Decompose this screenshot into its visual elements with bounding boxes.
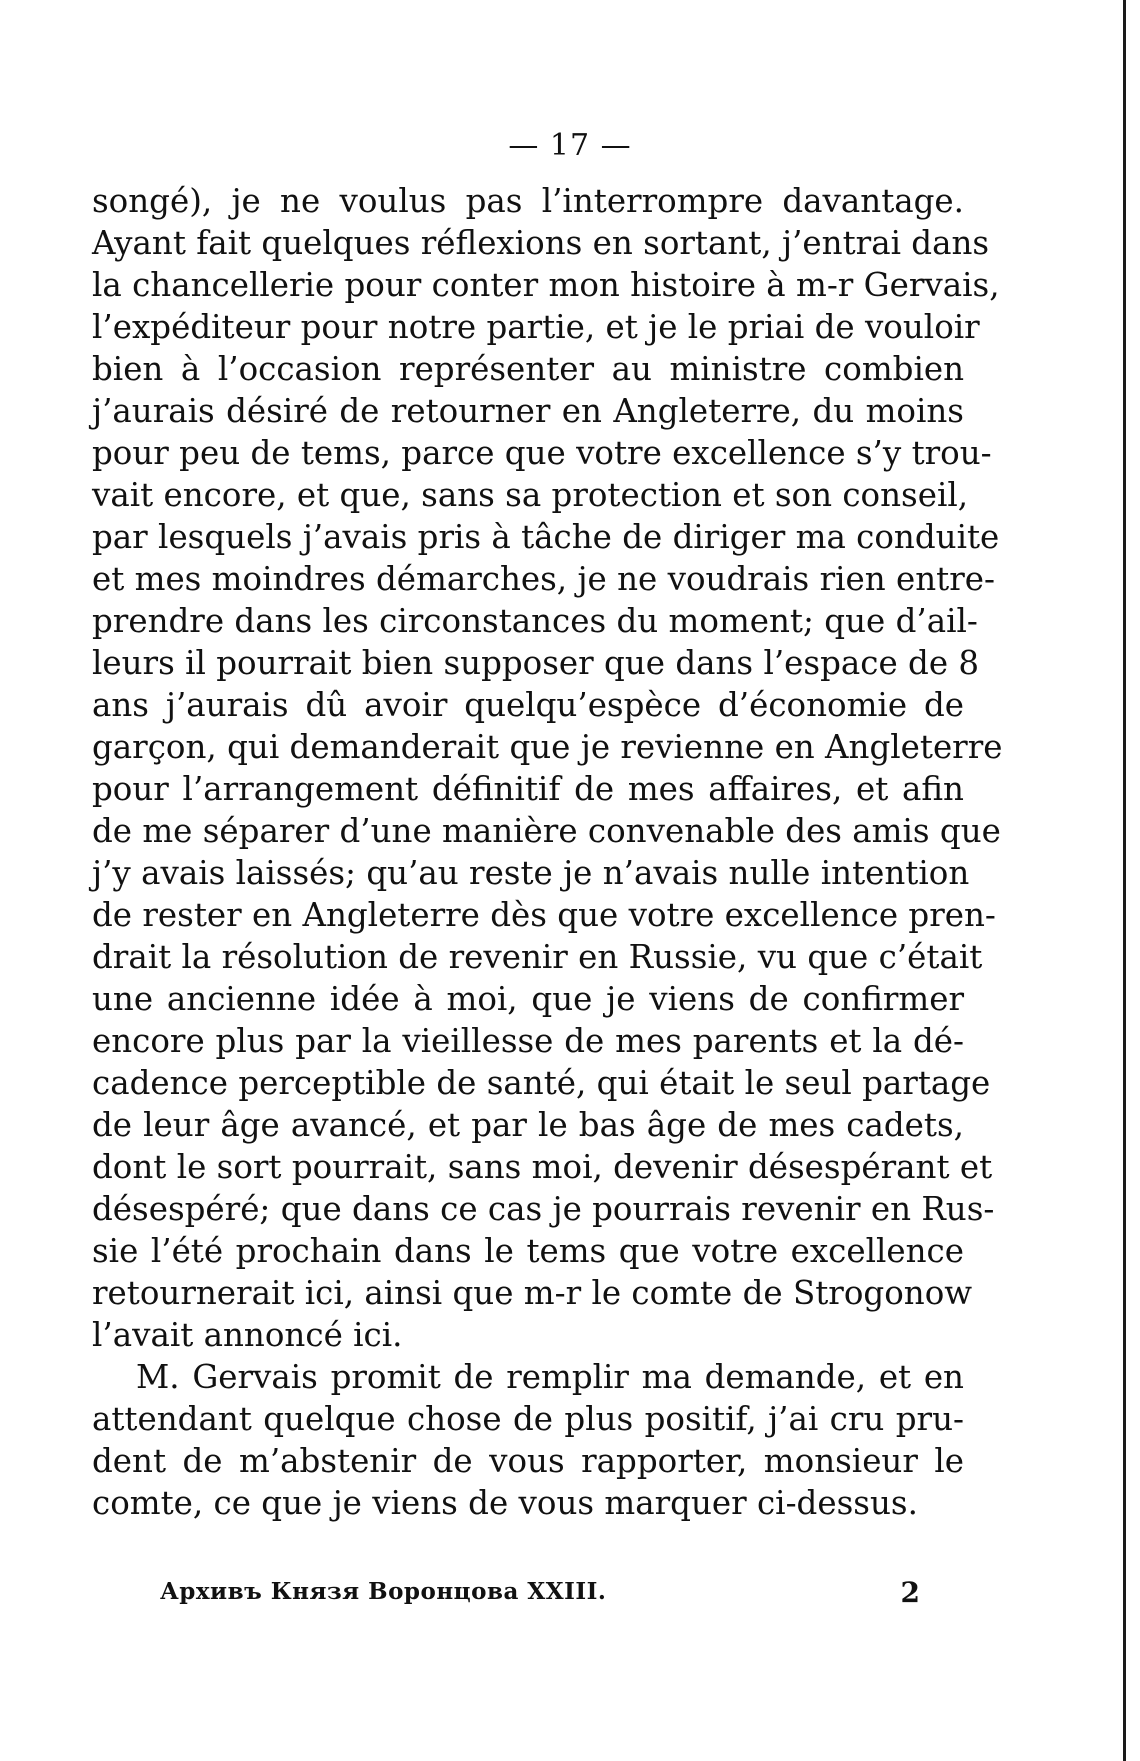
body-text xyxy=(92,180,1003,1524)
text-line: dent de m’abstenir de vous rapporter, monsieur le xyxy=(92,1442,964,1480)
text-line: pour l’arrangement définitif de mes affaires, et afin xyxy=(92,770,964,808)
text-line: songé), je ne voulus pas l’interrompre davantage. xyxy=(92,182,964,220)
text-line: sie l’été prochain dans le tems que votre excellence xyxy=(92,1232,964,1270)
text-line: la chancellerie pour conter mon histoire à m-r Gervais, xyxy=(92,266,1000,304)
text-line: de leur âge avancé, et par le bas âge de mes cadets, xyxy=(92,1106,964,1144)
text-line: Ayant fait quelques réflexions en sortant, j’entrai dans xyxy=(92,224,990,262)
text-line: leurs il pourrait bien supposer que dans l’espace de 8 xyxy=(92,644,980,682)
text-line: de rester en Angleterre dès que votre excellence pren- xyxy=(92,896,996,934)
text-line: de me séparer d’une manière convenable des amis que xyxy=(92,812,1001,850)
text-line: drait la résolution de revenir en Russie, vu que c’était xyxy=(92,938,983,976)
text-line: prendre dans les circonstances du moment; que d’ail- xyxy=(92,602,978,640)
text-line: garçon, qui demanderait que je revienne en Angleterre xyxy=(92,728,1003,766)
paragraph-end-line: l’avait annoncé ici. xyxy=(92,1316,403,1354)
text-line: désespéré; que dans ce cas je pourrais revenir en Rus- xyxy=(92,1190,995,1228)
text-line: l’expéditeur pour notre partie, et je le priai de vouloir xyxy=(92,308,980,346)
text-line: et mes moindres démarches, je ne voudrais rien entre- xyxy=(92,560,995,598)
text-line: dont le sort pourrait, sans moi, devenir désespérant et xyxy=(92,1148,993,1186)
text-line: j’aurais désiré de retourner en Angleterre, du moins xyxy=(92,392,964,430)
text-line: vait encore, et que, sans sa protection et son conseil, xyxy=(92,476,969,514)
text-line: ans j’aurais dû avoir quelqu’espèce d’économie de xyxy=(92,686,964,724)
footer-title: Архивъ Князя Воронцова XXIII. xyxy=(160,1578,607,1605)
text-line: cadence perceptible de santé, qui était le seul partage xyxy=(92,1064,991,1102)
page-number: — 17 — xyxy=(508,128,632,163)
text-line: bien à l’occasion représenter au ministre combien xyxy=(92,350,964,388)
paragraph-start-line: M. Gervais promit de remplir ma demande, et en xyxy=(136,1358,964,1396)
page-footer xyxy=(160,1578,920,1614)
signature-mark: 2 xyxy=(900,1576,920,1609)
text-line: retournerait ici, ainsi que m-r le comte de Strogonow xyxy=(92,1274,973,1312)
text-line: j’y avais laissés; qu’au reste je n’avais nulle intention xyxy=(92,854,970,892)
text-line: encore plus par la vieillesse de mes parents et la dé- xyxy=(92,1022,964,1060)
text-line: par lesquels j’avais pris à tâche de diriger ma conduite xyxy=(92,518,1000,556)
paragraph-end-line: comte, ce que je viens de vous marquer ci-dessus. xyxy=(92,1484,918,1522)
page-edge-line xyxy=(1123,0,1126,1761)
text-line: une ancienne idée à moi, que je viens de confirmer xyxy=(92,980,964,1018)
text-line: attendant quelque chose de plus positif, j’ai cru pru- xyxy=(92,1400,964,1438)
text-line: pour peu de tems, parce que votre excellence s’y trou- xyxy=(92,434,992,472)
